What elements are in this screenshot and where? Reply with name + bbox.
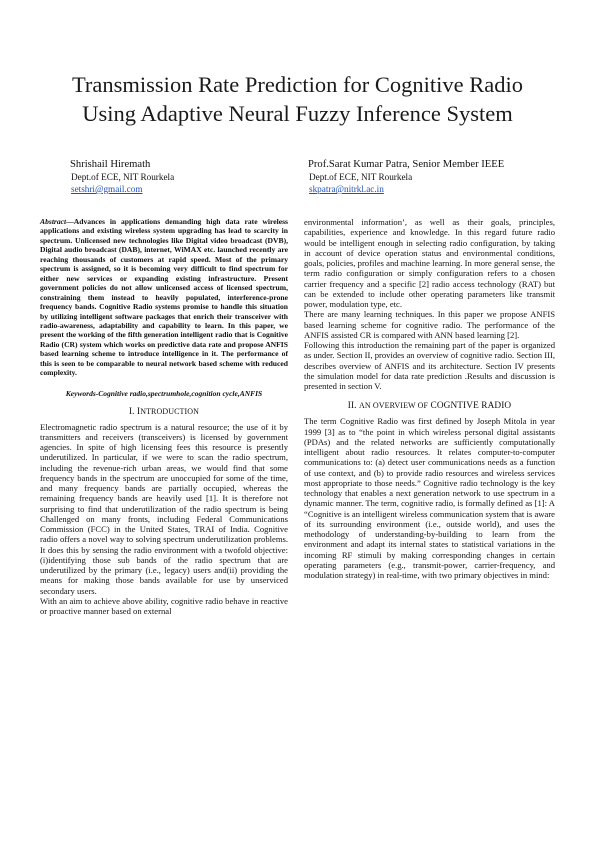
author-affiliation: Dept.of ECE, NIT Rourkela bbox=[71, 172, 175, 182]
author-name: Shrishail Hiremath bbox=[70, 159, 151, 170]
intro-paragraph-2: With an aim to achieve above ability, cognitive radio behave in reactive or proactive manner based on external bbox=[40, 595, 288, 617]
keywords: Keywords-Cognitive radio,spectrumhole,cognition cycle,ANFIS bbox=[65, 388, 263, 398]
author-affiliation: Dept.of ECE, NIT Rourkela bbox=[309, 172, 413, 182]
author-email-link[interactable]: setshri@gmail.com bbox=[71, 184, 143, 194]
paper-title-line-1: Transmission Rate Prediction for Cognitive Radio bbox=[71, 72, 524, 97]
author-block-2 bbox=[308, 159, 504, 195]
abstract-text: —Advances in applications demanding high data rate wireless applications and existing wireless system upgrading has lead to scarcity in spectrum. Unlicensed new technologies like Digital video broadcast (DVB), Digital audio broadcast (DAB), internet, WiMAX etc. launched recently are reaching thousands of customers at rapid speed. Most of the primary spectrum is assigned, so it is becoming very difficult to find spectrum for either new services or expanding existing infrastructure. Present government policies do not allow unlicensed access of licensed spectrum, constraining them instead to heavily populated, interference-prone frequency bands. Cognitive Radio systems promise to handle this situation by utilizing intelligent software packages that enrich their transceiver with radio-awareness, adaptability and capability to learn. In this paper, we present the working of the fifth generation intelligent radio that is Cognitive Radio (CR) system which works on predictive data rate and propose ANFIS based learning scheme to introduce intelligence in it. The performance of this is seen to be comparable to neural network based scheme with reduced complexity. bbox=[40, 217, 288, 378]
section-title-small: AN OVERVIEW OF bbox=[359, 401, 429, 411]
paper-title bbox=[40, 70, 555, 128]
section-title-rest: NTRODUCTION bbox=[140, 406, 200, 416]
section-heading-introduction bbox=[40, 406, 288, 418]
paper-title-line-2: Using Adaptive Neural Fuzzy Inference System bbox=[82, 101, 513, 126]
right-paragraph-3: Following this introduction the remaining part of the paper is organized as under. Section II, provides an overview of cognitive radio. Section III, describes overview of ANFIS and its architecture. Section IV presents the simulation model for data rate prediction .Results and discussion is presented in section V. bbox=[304, 340, 555, 391]
intro-paragraph-1: Electromagnetic radio spectrum is a natural resource; the use of it by transmitters and receivers (transceivers) is licensed by government agencies. In spite of high licensing fees this resource is presently underutilized. In particular, if we were to scan the radio spectrum, including the revenue-rich urban areas, we would find that some frequency bands in the spectrum are unoccupied for some of the time, and many frequency bands are partially occupied, whereas the remaining frequency bands are heavily used [1]. It is therefore not surprising to find that underutilization of the radio spectrum is being Challenged on many fronts, including Federal Communications Commission (FCC) in the United States, TRAI of India. Cognitive radio offers a novel way to solving spectrum underutilization problems. It does this by sensing the radio environment with a twofold objective: (i)identifying those sub bands of the radio spectrum that are underutilized by the primary (i.e., legacy) users and(ii) providing the means for making those bands available for use by unserviced secondary users. bbox=[40, 421, 288, 596]
section-title-initial: I bbox=[136, 406, 141, 417]
abstract-label: Abstract bbox=[40, 217, 67, 226]
left-column bbox=[40, 217, 288, 616]
section-number: II. bbox=[347, 401, 357, 412]
section-heading-overview bbox=[304, 400, 555, 412]
right-paragraph-2: There are many learning techniques. In this paper we propose ANFIS based learning scheme for cognitive radio. The performance of the ANFIS assisted CR is compared with ANN based learning [2]. bbox=[304, 309, 555, 340]
right-paragraph-1: environmental information’, as well as their goals, principles, capabilities, experience and knowledge. In this regard future radio would be intelligent enough in selecting radio configuration, by taking in account of device operation status and environmental conditions, goals, policies, profiles and machine learning. In more general sense, the term radio configuration or simply configuration refers to a chosen carrier frequency and a specific [2] radio access technology (RAT) but can be extended to include other operating parameters like transmit power, modulation type, etc. bbox=[304, 217, 555, 309]
right-column bbox=[304, 217, 555, 580]
author-name: Prof.Sarat Kumar Patra, Senior Member IEEE bbox=[308, 159, 505, 170]
author-block-1 bbox=[70, 159, 174, 195]
abstract bbox=[40, 217, 288, 378]
section-number: I. bbox=[128, 406, 135, 417]
section-title-main: COGNTIVE RADIO bbox=[430, 401, 512, 412]
author-email-link[interactable]: skpatra@nitrkl.ac.in bbox=[309, 184, 384, 194]
overview-paragraph-1: The term Cognitive Radio was first defined by Joseph Mitola in year 1999 [3] as to “the point in which wireless personal digital assistants (PDAs) and the related networks are sufficiently computationally intelligent about radio resources. It relates computer-to-computer communications to: (a) detect user communications needs as a function of use context, and (b) to provide radio resources and wireless services most appropriate to those needs.” Cognitive radio technology is the key technology that enables a next generation network to use spectrum in a dynamic manner. The term, cognitive radio, is formally defined as [1]: A “Cognitive is an intelligent wireless communication system that is aware of its surrounding environment (i.e., outside world), and uses the methodology of understanding-by-building to learn from the environment and adapt its internal states to statistical variations in the incoming RF stimuli by making corresponding changes in certain operating parameters (e.g., transmit-power, carrier-frequency, and modulation strategy) in real-time, with two primary objectives in mind: bbox=[304, 416, 555, 580]
